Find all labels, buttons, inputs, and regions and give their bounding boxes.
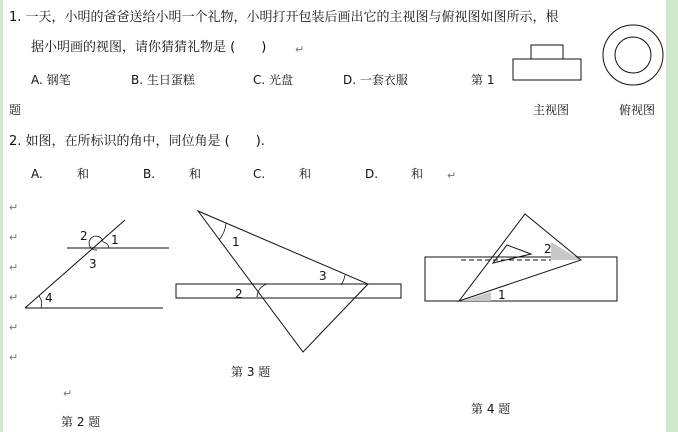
q1-option-c: C. 光盘 xyxy=(253,73,294,87)
document-page xyxy=(3,0,666,432)
fig4-caption: 第 4 题 xyxy=(471,402,511,416)
q2-option-d: D. xyxy=(365,167,379,181)
q1-line2: 据小明画的视图，请你猜猜礼物是 ( ) xyxy=(31,40,267,55)
q2-option-a: A. xyxy=(31,167,43,181)
fig2-angle-1: 1 xyxy=(111,233,119,247)
fig2-angle-3: 3 xyxy=(89,257,97,271)
q1-option-b: B. 生日蛋糕 xyxy=(131,73,195,87)
fig4-angle-2: 2 xyxy=(544,242,552,256)
figure-2-drawing xyxy=(17,212,187,320)
top-view-label: 俯视图 xyxy=(619,103,656,117)
paragraph-mark: ↵ xyxy=(9,321,19,334)
paragraph-mark: ↵ xyxy=(9,231,19,244)
paragraph-mark: ↵ xyxy=(9,351,19,364)
paragraph-mark: ↵ xyxy=(295,43,305,56)
q2-option-c: C. xyxy=(253,167,266,181)
fig3-angle-3: 3 xyxy=(319,269,327,283)
front-view-label: 主视图 xyxy=(533,103,570,117)
fig3-angle-2: 2 xyxy=(235,287,243,301)
front-view-drawing xyxy=(511,44,583,84)
fig3-caption: 第 3 题 xyxy=(231,365,271,379)
q2-option-b-and: 和 xyxy=(189,167,202,181)
paragraph-mark: ↵ xyxy=(9,201,19,214)
figure-3-drawing xyxy=(171,205,407,355)
q2-option-c-and: 和 xyxy=(299,167,312,181)
q2-option-b: B. xyxy=(143,167,156,181)
q1-option-d: D. 一套衣服 xyxy=(343,73,408,87)
fig2-angle-2: 2 xyxy=(80,229,88,243)
figure-4-drawing xyxy=(421,208,621,304)
fig3-angle-1: 1 xyxy=(232,235,240,249)
paragraph-mark: ↵ xyxy=(63,387,73,400)
paragraph-mark: ↵ xyxy=(9,261,19,274)
q2-option-d-and: 和 xyxy=(411,167,424,181)
q1-option-a: A. 钢笔 xyxy=(31,73,71,87)
fig2-caption: 第 2 题 xyxy=(61,415,101,429)
fig4-angle-1: 1 xyxy=(498,288,506,302)
paragraph-mark: ↵ xyxy=(447,169,457,182)
q1-figure-label-cont: 题 xyxy=(9,103,22,117)
q1-figure-label: 第 1 xyxy=(471,73,495,87)
q1-line1: 1. 一天，小明的爸爸送给小明一个礼物，小明打开包装后画出它的主视图与俯视图如图所示，根 xyxy=(9,10,559,25)
paragraph-mark: ↵ xyxy=(9,291,19,304)
q2-option-a-and: 和 xyxy=(77,167,90,181)
fig2-angle-4: 4 xyxy=(45,291,53,305)
top-view-drawing xyxy=(601,20,665,90)
q2-stem: 2. 如图，在所标识的角中，同位角是 ( ). xyxy=(9,134,265,149)
